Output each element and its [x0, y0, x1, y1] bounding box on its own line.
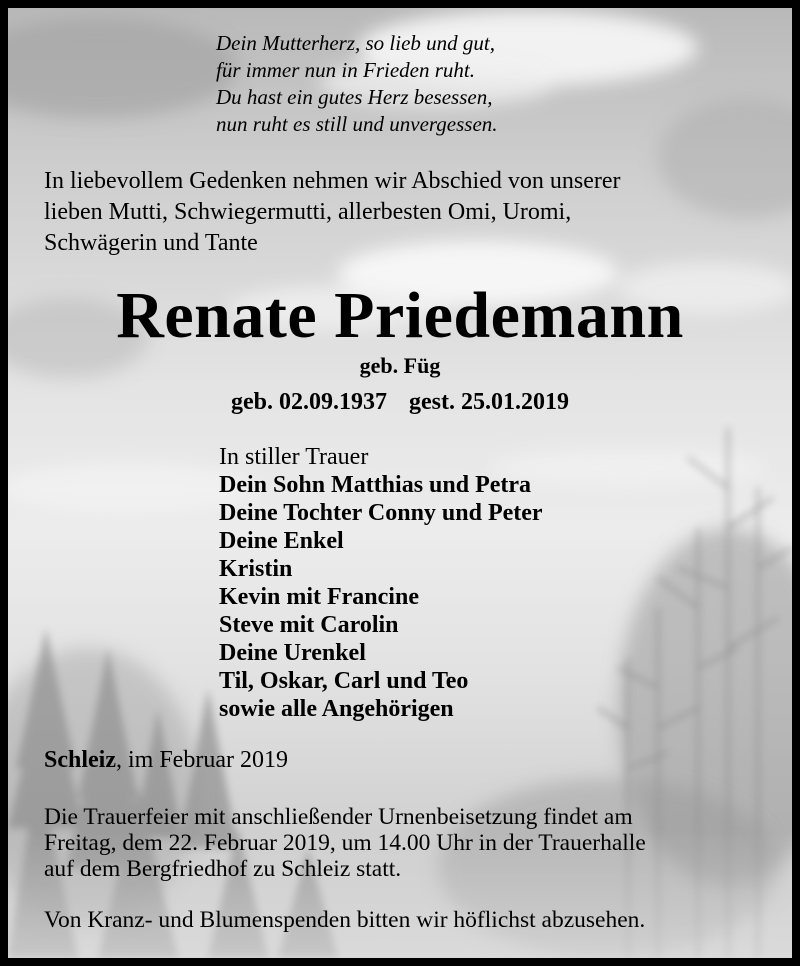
funeral-info [44, 804, 646, 882]
mourner-entry: Kevin mit Francine [219, 584, 419, 610]
poem-line: Dein Mutterherz, so lieb und gut, [216, 31, 496, 55]
intro-line: Schwägerin und Tante [44, 230, 258, 256]
funeral-line: auf dem Bergfriedhof zu Schleiz statt. [44, 856, 402, 882]
mourner-entry: Til, Oskar, Carl und Teo [219, 668, 469, 694]
text-layer [8, 8, 792, 958]
intro-line: In liebevollem Gedenken nehmen wir Abschied von unserer [44, 168, 621, 194]
mourner-entry: Kristin [219, 556, 293, 582]
mourner-entry: Deine Enkel [219, 528, 344, 554]
mourner-entry: Steve mit Carolin [219, 612, 399, 638]
poem [216, 30, 498, 138]
poem-line: für immer nun in Frieden ruht. [216, 58, 475, 82]
mourners-heading: In stiller Trauer [219, 444, 369, 470]
intro-line: lieben Mutti, Schwiegermutti, allerbesten Omi, Uromi, [44, 199, 572, 225]
mourner-entry: Deine Tochter Conny und Peter [219, 500, 543, 526]
mourner-entry: Deine Urenkel [219, 640, 366, 666]
intro-text [44, 166, 621, 259]
life-dates [8, 386, 792, 418]
flowers-note: Von Kranz- und Blumenspenden bitten wir höflichst abzusehen. [44, 907, 646, 933]
mourner-entry: sowie alle Angehörigen [219, 696, 454, 722]
birth-name: geb. Füg [359, 353, 441, 378]
poem-line: nun ruht es still und unvergessen. [216, 112, 498, 136]
funeral-line: Freitag, dem 22. Februar 2019, um 14.00 Uhr in der Trauerhalle [44, 830, 646, 856]
funeral-line: Die Trauerfeier mit anschließender Urnenbeisetzung findet am [44, 804, 633, 830]
poem-line: Du hast ein gutes Herz besessen, [216, 85, 493, 109]
birth-date: geb. 02.09.1937 [231, 389, 387, 415]
place-city: Schleiz [44, 747, 116, 773]
death-date: gest. 25.01.2019 [409, 389, 569, 415]
place-date [44, 744, 288, 776]
mourner-entry: Dein Sohn Matthias und Petra [219, 472, 532, 498]
mourners-list [219, 443, 543, 723]
place-month: , im Februar 2019 [116, 747, 288, 773]
deceased-name: Renate Priedemann [116, 279, 684, 352]
